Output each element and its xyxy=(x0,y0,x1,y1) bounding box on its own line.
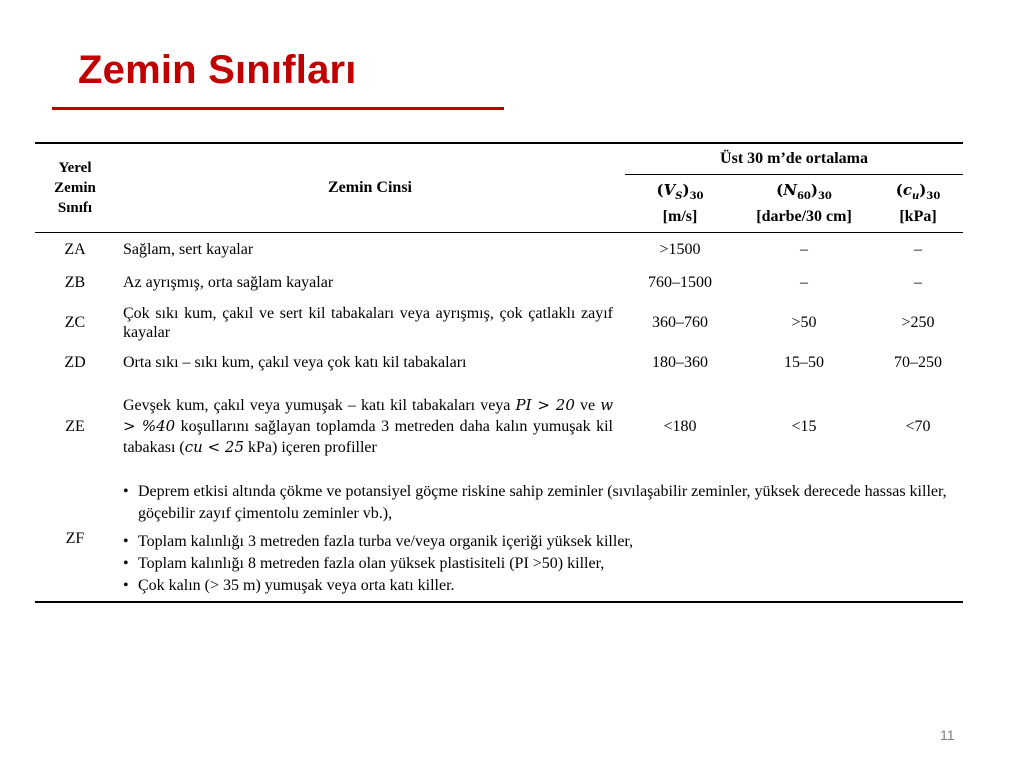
vs-symbol: $(V_S)_{30}$ xyxy=(656,181,704,202)
row-n60: 15–50 xyxy=(784,353,824,371)
row-n60: – xyxy=(800,273,808,291)
row-code: ZD xyxy=(64,353,86,371)
row-code: ZA xyxy=(64,241,86,259)
row-cu: <70 xyxy=(905,418,931,435)
header-avg-group: Üst 30 m’de ortalama xyxy=(625,143,963,175)
vs-unit: [m/s] xyxy=(662,208,698,225)
row-description: Az ayrışmış, orta sağlam kayalar xyxy=(123,273,334,291)
row-vs: >1500 xyxy=(659,241,701,259)
row-description: Çok sıkı kum, çakıl ve sert kil tabakaları veya ayrışmış, çok çatlaklı zayıf kayalar xyxy=(123,304,613,341)
list-item: • Çok kalın (> 35 m) yumuşak veya orta katı killer. xyxy=(121,575,963,597)
soil-classification-table xyxy=(35,142,963,603)
row-vs: 180–360 xyxy=(652,353,708,371)
table-row-zf xyxy=(35,477,963,602)
header-soil-type: Zemin Cinsi xyxy=(115,143,625,233)
table-row xyxy=(35,377,963,477)
row-vs: 760–1500 xyxy=(648,273,712,291)
w-condition: w > %40 xyxy=(123,396,614,435)
cu-unit: [kPa] xyxy=(899,208,937,225)
row-code: ZB xyxy=(64,273,86,291)
row-code: ZF xyxy=(65,530,85,547)
table-row xyxy=(35,233,963,267)
slide-title: Zemin Sınıfları xyxy=(78,48,357,92)
row-n60: <15 xyxy=(791,418,817,435)
row-description: Gevşek kum, çakıl veya yumuşak – katı kil tabakaları veya PI > 20 ve w > %40 koşullarını sağlayan toplamda 3 metreden daha kalın yumuşak kil tabakası (cu < 25 kPa) içeren profiller xyxy=(123,396,614,456)
row-code: ZE xyxy=(65,418,85,435)
header-vs xyxy=(625,175,735,233)
zf-criteria-list xyxy=(121,477,963,601)
row-vs: 360–760 xyxy=(652,314,708,331)
table-row xyxy=(35,348,963,377)
row-description: Orta sıkı – sıkı kum, çakıl veya çok katı kil tabakaları xyxy=(123,353,467,371)
page-number: 11 xyxy=(940,727,955,743)
title-underline xyxy=(52,107,504,110)
row-code: ZC xyxy=(64,314,86,331)
n60-unit: [darbe/30 cm] xyxy=(756,208,852,225)
header-soil-class: Yerel Zemin Sınıfı xyxy=(35,143,115,233)
row-description: Sağlam, sert kayalar xyxy=(123,241,254,259)
header-n60 xyxy=(735,175,873,233)
row-cu: >250 xyxy=(901,314,935,331)
n60-symbol: $(N_{60})_{30}$ xyxy=(776,181,832,202)
cu-condition: cu < 25 xyxy=(184,438,245,456)
list-item: • Deprem etkisi altında çökme ve potansiyel göçme riskine sahip zeminler (sıvılaşabilir zeminler, yüksek derecede hassas killer, göçebilir zayıf çimentolu zeminler vb.), xyxy=(121,481,963,525)
header-cu xyxy=(873,175,963,233)
row-cu: 70–250 xyxy=(894,353,943,371)
row-n60: – xyxy=(800,241,808,259)
cu-symbol: $(c_u)_{30}$ xyxy=(895,181,941,202)
list-item: • Toplam kalınlığı 8 metreden fazla olan yüksek plastisiteli (PI >50) killer, xyxy=(121,553,963,575)
row-vs: <180 xyxy=(663,418,697,435)
table-row xyxy=(35,298,963,348)
pi-condition: PI > 20 xyxy=(515,396,575,414)
list-item: • Toplam kalınlığı 3 metreden fazla turba ve/veya organik içeriği yüksek killer, xyxy=(121,531,963,553)
row-cu: – xyxy=(914,273,923,291)
table-row xyxy=(35,267,963,298)
row-n60: >50 xyxy=(791,314,817,331)
row-cu: – xyxy=(914,241,923,259)
zf-description xyxy=(115,477,963,602)
